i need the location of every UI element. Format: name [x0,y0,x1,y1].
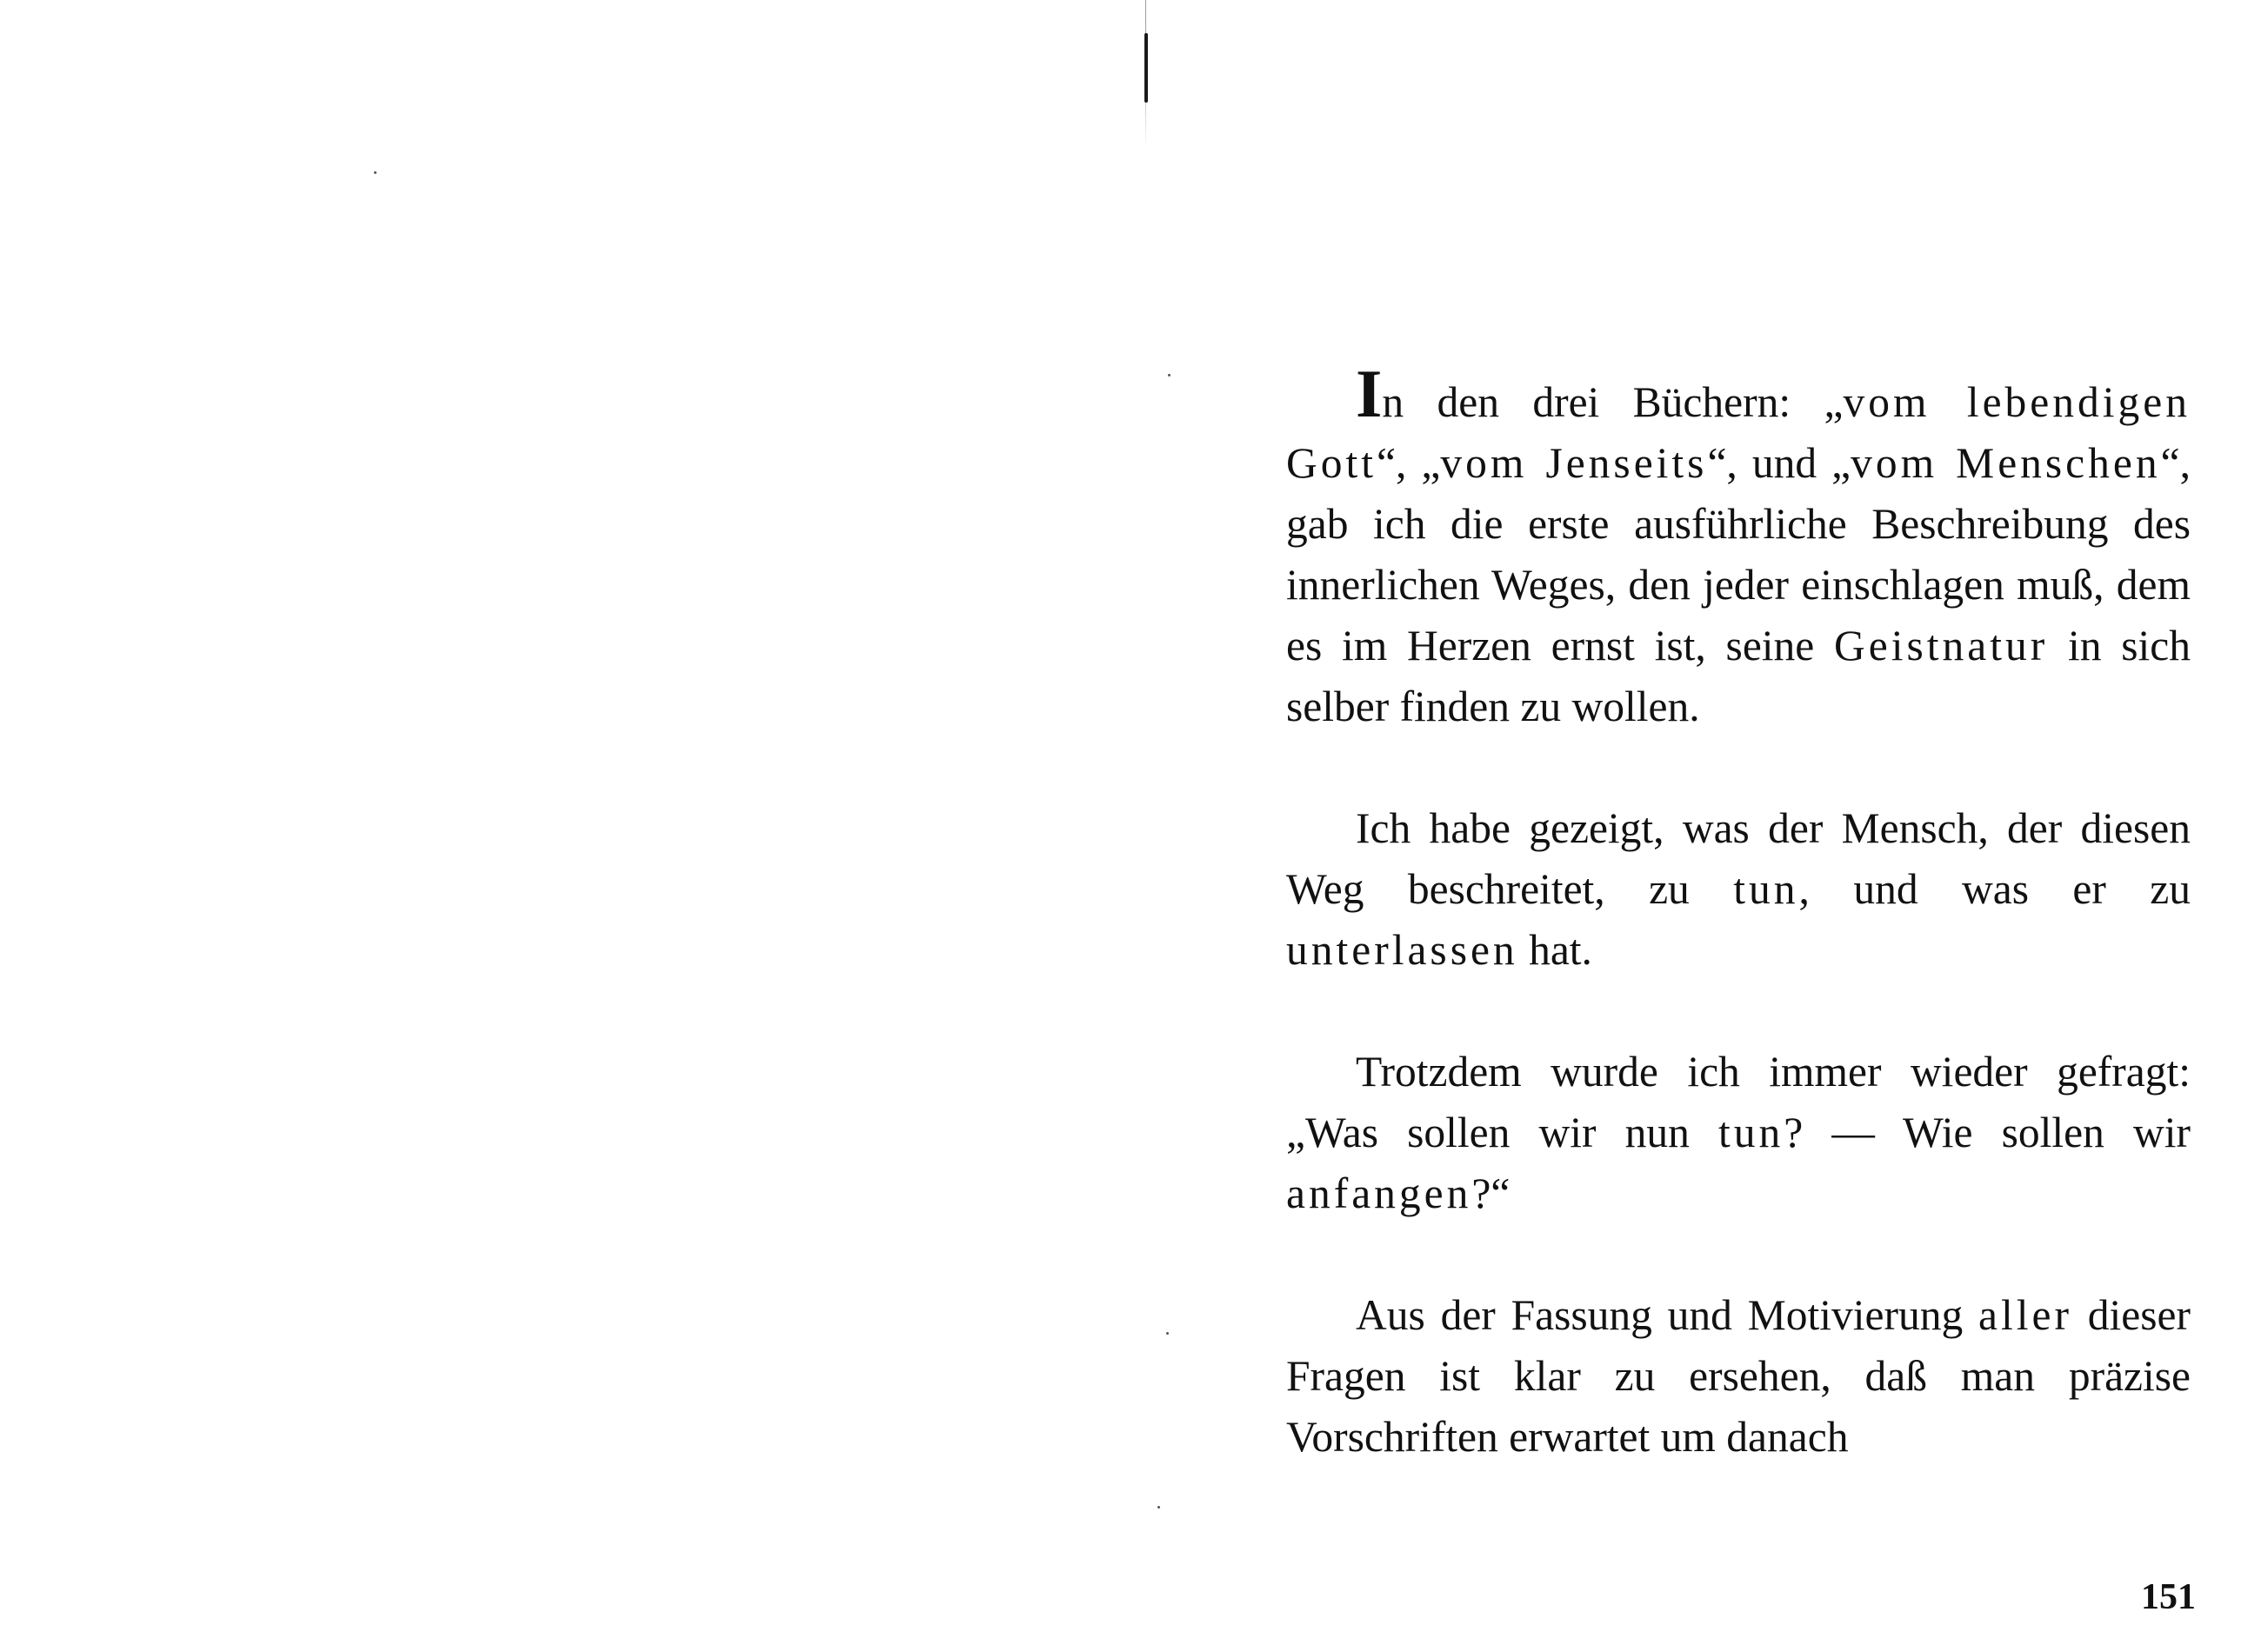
spaced-text: Geistnatur [1834,622,2049,669]
text-segment: Trotzdem wurde ich immer wieder gefragt: „Was sollen wir nun [1286,1048,2191,1156]
text-segment: , und was er zu [1798,865,2191,913]
text-segment: Ich habe gezeigt, was der Mensch, der diesen Weg beschreitet, zu [1286,804,2191,913]
text-segment: ? — Wie sollen wir [1784,1109,2191,1156]
paragraph-2 [1286,798,2191,981]
spaced-text: tun [1733,865,1799,913]
text-segment: Aus der Fassung und Motivierung [1356,1291,1979,1339]
spaced-text: vom Jenseits [1440,439,1708,487]
initial-letter: I [1356,356,1383,431]
right-page [1146,0,2261,1652]
text-segment: dieser Fragen ist klar zu ersehen, daß man präzise Vorschriften erwartet um danach [1286,1291,2191,1461]
text-segment: in sich selber finden zu wollen. [1286,622,2191,730]
text-segment: n den drei Büchern: „ [1382,378,1844,426]
paragraph-4 [1286,1285,2191,1468]
text-segment: ?“ [1471,1169,1511,1217]
spaced-text: vom lebendigen [1843,378,2191,426]
text-segment: “, „ [1377,439,1441,487]
spaced-text: vom Menschen [1851,439,2161,487]
paragraph-1 [1286,356,2191,737]
spaced-text: aller [1978,1291,2072,1339]
spaced-text: anfangen [1286,1169,1472,1217]
spaced-text: Gott [1286,439,1377,487]
paper-speck [374,171,377,174]
paragraph-3 [1286,1042,2191,1224]
text-segment: “, gab ich die erste ausführliche Beschreibung des innerlichen Weges, den jeder einschlagen muß, dem es im Herzen ernst ist, seine [1286,439,2191,669]
spaced-text: unterlassen [1286,926,1518,974]
page-number: 151 [2141,1577,2196,1617]
text-segment: hat. [1517,926,1592,974]
spaced-text: tun [1717,1109,1784,1156]
body-text [1286,356,2191,1468]
text-segment: “, und „ [1707,439,1851,487]
